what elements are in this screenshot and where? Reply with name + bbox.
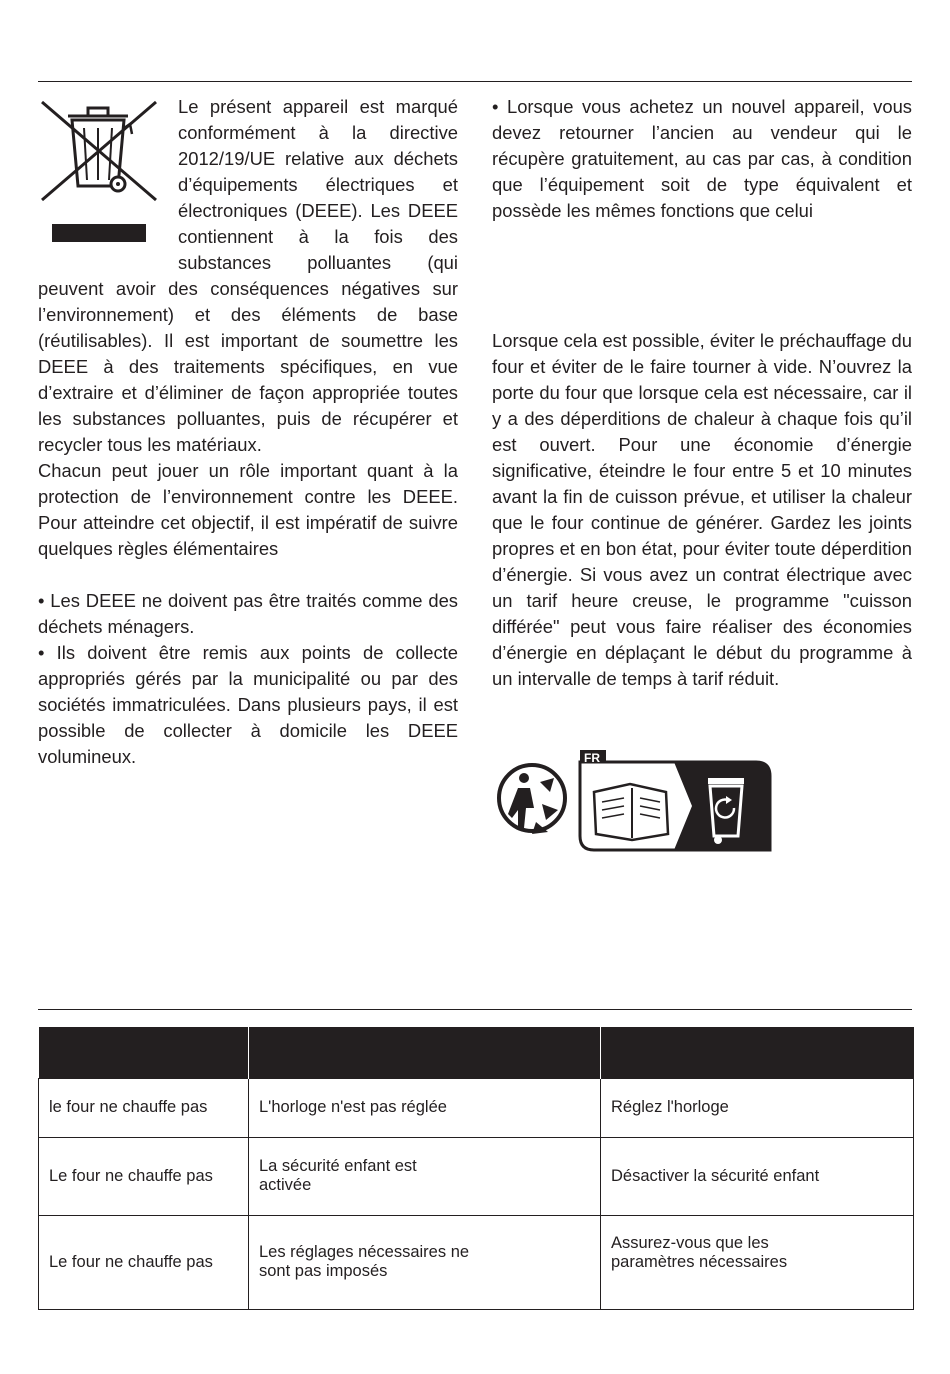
table-row [39,1137,914,1215]
energy-saving-section [492,328,912,692]
weee-spacer [38,562,458,588]
solution-cell: Assurez-vous que les paramètres nécessaires [601,1215,914,1309]
top-rule [38,81,912,82]
weee-section [38,94,458,770]
triman-country-badge: FR [584,751,600,765]
table-header-cell [601,1027,914,1078]
solution-cell: Désactiver la sécurité enfant [601,1137,914,1215]
triman-recycling-logo [496,748,774,854]
table-row [39,1215,914,1309]
weee-rule-household: • Les DEEE ne doivent pas être traités comme des déchets ménagers. [38,590,458,637]
problem-cell: Le four ne chauffe pas [39,1137,249,1215]
weee-rule-collection: • Ils doivent être remis aux points de collecte appropriés gérés par la municipalité ou par des sociétés immatriculées. Dans plusieurs pays, il est possible de collecter à domicile les DEEE volumineux. [38,642,458,767]
weee-crossed-bin-icon [38,94,178,272]
table-row [39,1078,914,1137]
cause-cell: L'horloge n'est pas réglée [249,1078,601,1137]
troubleshooting-table [38,1027,914,1310]
weee-intro-text: Le présent appareil est marqué conformément à la directive 2012/19/UE relative aux déchets d’équipements électriques et électroniques (DEEE). Les DEEE contiennent à la fois des substances polluantes (qui peuvent avoir des conséquences négatives sur l’environnement) et des éléments de base (réutilisables). Il est important de soumettre les DEEE à des traitements spécifiques, en vue d’extraire et d’éliminer de façon appropriée toutes les substances polluantes, puis de récupérer et recycler tous les matériaux. [38,96,458,455]
cause-cell: Les réglages nécessaires ne sont pas imposés [249,1215,601,1309]
weee-role-text: Chacun peut jouer un rôle important quant à la protection de l’environnement contre les DEEE. Pour atteindre cet objectif, il est impératif de suivre quelques règles élémentaires [38,460,458,559]
weee-rule-return: • Lorsque vous achetez un nouvel appareil, vous devez retourner l’ancien au vendeur qui le récupère gratuitement, au cas par cas, à condition que l’équipement soit de type équivalent et possède les mêmes fonctions que celui [492,96,912,221]
problem-cell: Le four ne chauffe pas [39,1215,249,1309]
solution-cell: Réglez l'horloge [601,1078,914,1137]
energy-saving-text: Lorsque cela est possible, éviter le préchauffage du four et éviter de le faire tourner à vide. N’ouvrez la porte du four que lorsque cela est nécessaire, car il y a des déperditions de chaleur à chaque fois qu’il est ouvert. Pour une économie d’énergie significative, éteindre le four entre 5 et 10 minutes avant la fin de cuisson prévue, et utiliser la chaleur que le four continue de générer. Gardez les joints propres et en bon état, pour éviter toute déperdition d’énergie. Si vous avez un contrat électrique avec un tarif heure creuse, le programme "cuisson différée" peut vous faire réaliser des économies d’énergie en déplaçant le début du programme à un intervalle de temps à tarif réduit. [492,330,912,689]
table-header-cell [39,1027,249,1078]
table-header-row [39,1027,914,1078]
table-header-cell [249,1027,601,1078]
weee-return-section [492,94,912,224]
problem-cell: le four ne chauffe pas [39,1078,249,1137]
table-top-rule [38,1009,912,1010]
cause-cell: La sécurité enfant est activée [249,1137,601,1215]
